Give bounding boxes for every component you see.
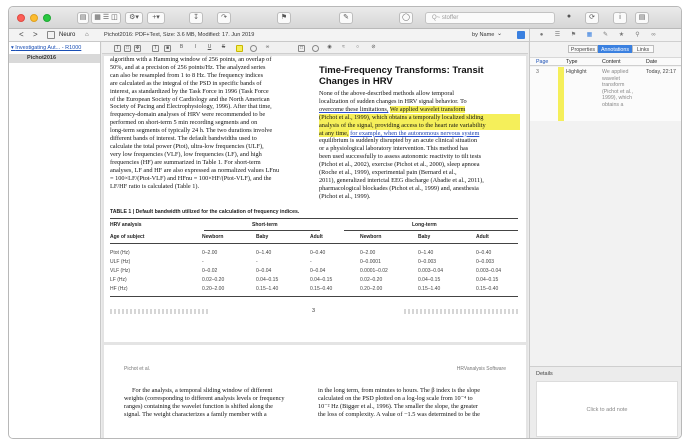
table-rule [204, 230, 320, 231]
info-icon[interactable]: ● [539, 32, 544, 38]
download-button[interactable] [189, 12, 203, 24]
gear-menu-button[interactable] [125, 12, 143, 24]
column-header-content[interactable]: Content [602, 59, 621, 65]
list-item-selected[interactable]: Pichot2016 [9, 54, 100, 63]
highlight-annotation-line[interactable]: analysis of the signal, providing access to the heart rate variability [319, 122, 520, 130]
inspector-icon-bar [530, 29, 682, 42]
text-select-tool-icon[interactable]: T [115, 45, 120, 51]
page-number: 3 [312, 308, 316, 314]
sidebar-icon: ▤ [79, 14, 87, 21]
right-column-text: in the long term, from minutes to hours. The β index is the slope calculated on the PSD plotted on a log-log scale from 10⁻⁴ to 10⁻² Hz (Bigger et al., 1996). The smaller the slope, the greater the loss of complexity. A value of −1.5 was determined to be the [318, 387, 481, 418]
file-info-label: Pichot2016: PDF+Text, Size: 3.6 MB, Modified: 17. Jun 2019 [104, 32, 255, 38]
highlight-color-swatch [558, 67, 564, 121]
info-button[interactable] [613, 12, 627, 24]
table-rule [110, 218, 518, 219]
clear-search-button[interactable] [563, 12, 575, 24]
search-input[interactable]: Q~ stoffer [425, 12, 555, 24]
highlight-annotation[interactable]: We applied wavelet transform [389, 105, 466, 113]
view-grid-icon: ▦ ☰ ◫ [94, 14, 118, 21]
download-icon: ↧ [193, 14, 199, 21]
bookmark-icon[interactable]: ★ [618, 32, 625, 38]
plus-icon: +▾ [152, 14, 160, 21]
tab-properties[interactable]: Properties [568, 45, 598, 53]
table-row: VLF (Hz) 0–0.02 0–0.04 0–0.04 0.0001–0.02 0.003–0.04 0.003–0.04 [110, 268, 502, 274]
close-window-button[interactable] [17, 14, 25, 22]
table-rule [110, 243, 518, 244]
tag-icon[interactable]: ⚑ [570, 32, 577, 38]
move-tool-icon[interactable]: ✥ [135, 45, 140, 51]
ink-tool-icon[interactable]: ≈ [342, 44, 345, 50]
disclosure-icon: ▾ [11, 45, 16, 51]
tab-links[interactable]: Links [632, 45, 654, 53]
clear-icon: ● [566, 13, 572, 20]
eraser-tool-icon[interactable]: ⊘ [371, 44, 376, 50]
column-header-page[interactable]: Page [536, 59, 549, 65]
share-button[interactable] [217, 12, 231, 24]
column-header-type[interactable]: Type [566, 59, 578, 65]
italic-tool-icon[interactable]: I [194, 44, 197, 50]
sync-button[interactable] [585, 12, 599, 24]
circle-tool-icon[interactable] [250, 45, 257, 52]
library-name[interactable]: Neuro [59, 32, 76, 38]
flag-button[interactable] [277, 12, 291, 24]
inspector-icon: ▤ [638, 14, 646, 21]
forward-button[interactable]: > [33, 30, 38, 39]
table-rule [110, 296, 518, 297]
area-select-tool-icon[interactable]: □ [125, 45, 130, 51]
minimize-window-button[interactable] [30, 14, 38, 22]
table-row: ULF (Hz) - - - 0–0.0001 0–0.003 0–0.003 [110, 259, 495, 265]
flag-icon: ⚑ [280, 14, 288, 21]
inspector-button[interactable] [635, 12, 649, 24]
text-box-tool-icon[interactable]: T [153, 45, 158, 51]
share-icon: ↷ [221, 14, 227, 21]
library-home-icon[interactable]: ⌂ [85, 32, 89, 38]
link-icon[interactable]: ∞ [651, 32, 656, 38]
annotations-icon[interactable]: ▦ [586, 32, 593, 38]
table-rule [344, 230, 518, 231]
highlight-annotation-line[interactable]: (Pichot et al., 1999), which obtains a temporally localized sliding [319, 114, 520, 122]
link-tool-icon[interactable]: ∞ [265, 44, 270, 50]
chevron-down-icon: ⌄ [497, 31, 503, 37]
annotation-content: We applied wavelet transform (Pichot et al., 1999), which obtains a [602, 69, 633, 108]
sort-dropdown[interactable]: by Name [472, 32, 495, 38]
toolbar [9, 7, 681, 29]
note-tool-icon[interactable]: ■ [165, 45, 170, 51]
highlight-annotation-line[interactable]: at any time, [319, 129, 349, 137]
list-icon[interactable]: ☰ [554, 32, 561, 38]
annotation-type: Highlight [566, 69, 587, 75]
table-group-header: HRV analysis Short-term Long-term [110, 222, 437, 228]
table-row[interactable] [530, 67, 682, 121]
crop-tool-icon[interactable]: □ [299, 45, 304, 51]
pdf-page [104, 345, 526, 439]
underline-tool-icon[interactable]: U [207, 44, 212, 50]
column-header-date[interactable]: Date [646, 59, 658, 65]
file-list-sidebar [9, 42, 101, 439]
page-footer-text [404, 309, 518, 314]
bold-tool-icon[interactable]: B [179, 44, 184, 50]
pdf-viewer [102, 42, 528, 439]
annotation-date: Today, 22:17 [646, 69, 676, 75]
table-header-row: Age of subject Newborn Baby Adult Newborn Baby Adult [110, 234, 489, 240]
add-menu-button[interactable] [147, 12, 165, 24]
zoom-window-button[interactable] [43, 14, 51, 22]
tag-icon: ◯ [402, 14, 410, 21]
app-window [8, 6, 682, 439]
left-column-text: For the analysis, a temporal sliding window of different weights (corresponding to different analysis levels or frequency ranges) containing the wavelet function is shifted along the signal. The weight characterizes a family member with a [124, 387, 285, 418]
pdf-toolbar [102, 42, 528, 54]
note-editor[interactable]: Click to add note [536, 381, 678, 437]
search-icon[interactable]: ⚲ [635, 32, 640, 38]
table-row: LF (Hz) 0.02–0.20 0.04–0.15 0.04–0.15 0.02–0.20 0.04–0.15 0.04–0.15 [110, 277, 499, 283]
view-mode-segmented[interactable] [91, 12, 121, 24]
right-column-text: None of the above-described methods allow temporal localization of sudden changes in HRV signal behavior. To overcome these limitations, We applied wavelet transform (Pichot et al., 1999), which obtains a temporally localized sliding analysis of the signal, providing access to the heart rate variability at any time, for example, when the autonomous nervous system equilibrium is suddenly disrupted by an acute clinical situation or a physiological laboratory intervention. This method has been used successfully to assess autonomic reactivity to tilt tests (Pichot et al., 2002), exercise (Pichot et al., 2000), sleep apnoea (Roche et al., 1999), experimental pain (Bernard et al., 2011), generalized interictal EEG discharge (Abadie et al., 2011), pharmacological blockades (Pichot et al., 1999) and, anesthesia (Pichot et al., 1999). [319, 90, 520, 201]
notes-icon[interactable]: ✎ [602, 32, 609, 38]
left-column-text: algorithm with a Hamming window of 256 points, an overlap of 50%, and at a precision of 256 points/Hz. The analyzed series can also be resampled from 1 to 8 Hz. The frequency indices are calculated as the integral of the PSD in specific bands of interest, as standardized by the Task Force in 1996 (Task Force of the European Society of Cardiology and the North American Society of Pacing and Electrophysiology, 1996). After that time, frequency-domain analyses of HRV were recommended to be performed on short-term 5 min recording segments and on long-term segments of typically 24 h. The two durations involve different bands of interest. The default bandwidths used to calculate the total power (Ptot), ultra-low frequencies (ULF), very low frequencies (VLF), low frequencies (LF), and high frequencies (HF) are summarized in Table 1. For short-term analyses, LF and HF are also expressed as normalized values LFnu = 100×LF/(Ptot-VLF) and HFnu = 100×HF/(Ptot-VLF), and the LF/HF ratio is calculated (Table 1). [110, 56, 280, 190]
running-header-right: HRVanalysis Software [456, 366, 506, 372]
sync-icon: ⟳ [589, 14, 595, 21]
highlight-tool-icon[interactable] [236, 45, 243, 52]
details-panel [530, 366, 682, 439]
annotate-icon: ✎ [343, 14, 349, 21]
back-button[interactable]: < [19, 30, 24, 39]
comment-tool-icon[interactable]: ○ [355, 44, 360, 50]
strike-tool-icon[interactable]: S [221, 44, 226, 50]
info-icon: i [619, 14, 621, 21]
table-caption: TABLE 1 | Default bandwidth utilized for the calculation of frequency indices. [110, 209, 300, 215]
details-label: Details [536, 371, 553, 377]
table-row: Ptot (Hz) 0–2.00 0–1.40 0–0.40 0–2.00 0–1.40 0–0.40 [110, 250, 492, 256]
table-row: HF (Hz) 0.20–2.00 0.15–1.40 0.15–0.40 0.20–2.00 0.15–1.40 0.15–0.40 [110, 286, 499, 292]
library-icon [47, 31, 55, 39]
list-item[interactable]: ▾ Investigating Aut... - R1000 [11, 45, 82, 51]
annotations-table-header [530, 57, 682, 66]
gear-icon: ⚙▾ [129, 14, 139, 21]
page-footer-text [110, 309, 210, 314]
pdf-page [104, 56, 526, 342]
section-heading: Time-Frequency Transforms: Transit Changes in HRV [319, 65, 484, 87]
sidebar-toggle-button[interactable] [77, 12, 89, 24]
inspector-pane [529, 29, 682, 439]
annotate-button[interactable] [339, 12, 353, 24]
tab-annotations[interactable]: Annotations [598, 45, 632, 53]
underlined-text[interactable]: overcome these limitations, [319, 105, 389, 113]
reader-mode-icon[interactable] [517, 31, 525, 39]
underlined-text[interactable]: for example, when the autonomous nervous system [350, 129, 480, 137]
ellipse-tool-icon[interactable] [312, 45, 319, 52]
annotation-page: 3 [536, 69, 539, 75]
shape-tool-icon[interactable]: ◉ [327, 44, 332, 50]
tag-button[interactable] [399, 12, 413, 24]
running-header-left: Pichot et al. [124, 366, 151, 372]
